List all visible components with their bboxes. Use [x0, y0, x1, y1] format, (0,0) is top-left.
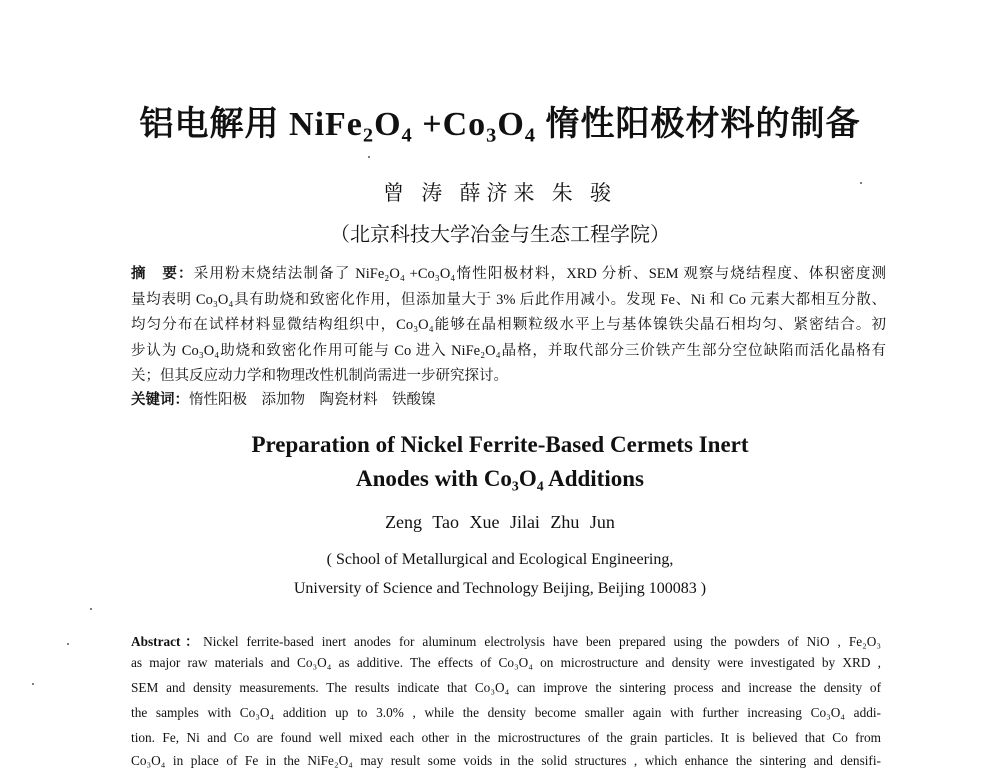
abstract-line [131, 262, 886, 283]
scan-speck [32, 683, 34, 685]
abstract-line: 步认为 Co₃O₄助烧和致密化作用可能与 Co 进入 NiFe₂O₄晶格，并取代部分三价铁产生部分空位缺陷而活化晶格有 [131, 343, 886, 359]
abstract-line [131, 631, 881, 650]
abstract-label: Abstract [131, 634, 181, 649]
english-authors: Zeng Tao Xue Jilai Zhu Jun [385, 512, 615, 532]
english-title-line2: Anodes with Co₃O₄ Additions [356, 466, 644, 491]
abstract-line: SEM and density measurements. The results indicate that Co₃O₄ can improve the sintering process and increase the density of [131, 680, 881, 695]
abstract-line: 量均表明 Co₃O₄具有助烧和致密化作用，但添加量大于 3% 后此作用减小。发现 Fe、Ni 和 Co 元素大都相互分散、 [131, 292, 886, 308]
abstract-line: Co₃O₄ in place of Fe in the NiFe₂O₄ may result some voids in the solid structures , which enhance the sintering and densifi- [131, 753, 881, 768]
abstract-line: 均匀分布在试样材料显微结构组织中，Co₃O₄能够在晶相颗粒级水平上与基体镍铁尖晶石相均匀、紧密结合。初 [131, 317, 886, 333]
english-affiliation-line2: University of Science and Technology Beijing, Beijing 100083 ) [293, 580, 707, 597]
scan-speck [67, 643, 69, 645]
chinese-affiliation: （北京科技大学冶金与生态工程学院） [330, 224, 670, 246]
abstract-line: 关；但其反应动力学和物理改性机制尚需进一步研究探讨。 [131, 368, 508, 384]
scan-speck [90, 608, 92, 610]
scan-speck [368, 156, 370, 158]
abstract-separator: ： [180, 634, 204, 649]
abstract-line: tion. Fe, Ni and Co are found well mixed each other in the microstructures of the grain particles. It is believed that Co from [131, 730, 881, 745]
english-title-line1: Preparation of Nickel Ferrite-Based Cermets Inert [251, 432, 749, 457]
english-affiliation-line1: ( School of Metallurgical and Ecological Engineering, [326, 551, 674, 568]
chinese-authors: 曾 涛 薛济来 朱 骏 [383, 181, 617, 205]
abstract-line: the samples with Co₃O₄ addition up to 3.0% , while the density become smaller again with further increasing Co₃O₄ addi- [131, 705, 881, 720]
keywords-label: 关键词： [131, 392, 189, 408]
scan-speck [860, 182, 862, 184]
keywords: 惰性阳极 添加物 陶瓷材料 铁酸镍 [189, 392, 436, 408]
abstract-text: 采用粉末烧结法制备了 NiFe₂O₄ +Co₃O₄惰性阳极材料，XRD 分析、SEM 观察与烧结程度、体积密度测 [193, 266, 886, 282]
abstract-label: 摘 要： [131, 266, 194, 282]
abstract-line: as major raw materials and Co₃O₄ as additive. The effects of Co₃O₄ on microstructure and density were investigated by XRD , [131, 655, 881, 670]
abstract-text: Nickel ferrite-based inert anodes for aluminum electrolysis have been prepared using the powders of NiO , Fe₂O₃ [203, 634, 882, 649]
chinese-title: 铝电解用 NiFe₂O₄ +Co₃O₄ 惰性阳极材料的制备 [139, 106, 861, 143]
keywords-line [131, 388, 886, 409]
